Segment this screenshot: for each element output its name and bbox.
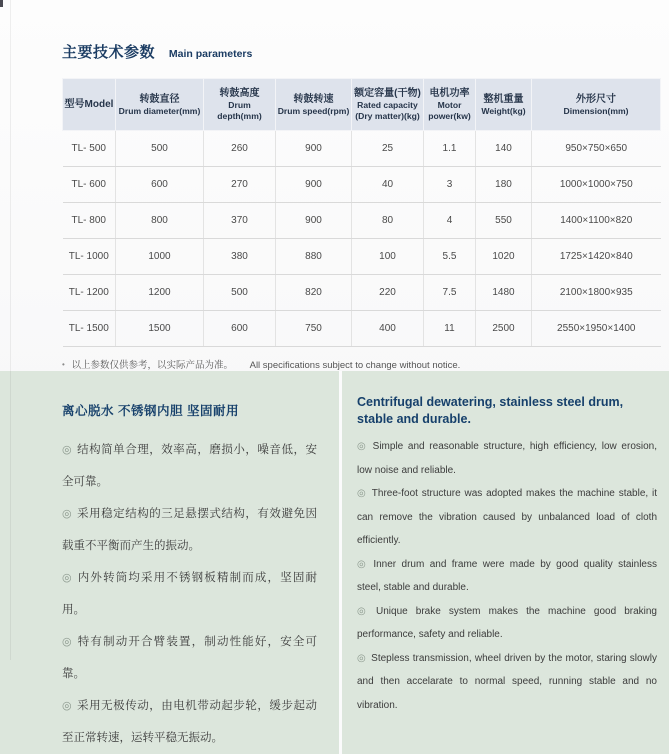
ring-bullet-icon: ◎ [62,636,73,648]
features-heading-zh: 离心脱水 不锈钢内胆 坚固耐用 [62,404,239,418]
col-header-label-en: Weight(kg) [481,105,526,116]
cell-dimension: 1400×1100×820 [532,203,661,239]
features-panel-en [342,371,669,754]
cell-dimension: 1000×1000×750 [532,167,661,203]
col-header-label-en: Drum depth(mm) [217,100,262,121]
cell-motor-power: 3 [424,167,476,203]
feature-item-text: Unique brake system makes the machine good braking performance, safety and reliable. [357,605,657,640]
col-header-label-en: Drum speed(rpm) [277,105,350,116]
feature-item [62,498,317,562]
ring-bullet-icon: ◎ [357,488,367,499]
cell-rated-capacity: 40 [352,167,424,203]
cell-model: TL- 800 [63,203,116,239]
bullet-dot-icon: • [62,360,65,369]
ring-bullet-icon: ◎ [357,652,367,664]
col-header-drum-depth [204,79,276,131]
feature-item-text: 结构简单合理，效率高，磨损小，噪音低，安全可靠。 [62,444,317,488]
cell-drum-speed: 880 [276,239,352,275]
col-header-label-zh: 转鼓直径 [139,93,180,105]
cell-drum-speed: 820 [276,275,352,311]
col-header-label: 型号Model [64,99,114,110]
cell-drum-diameter: 1200 [116,275,204,311]
feature-item-text: 采用无极传动，由电机带动起步轮，缓步起动至正常转速，运转平稳无振动。 [62,700,317,744]
cell-drum-depth: 600 [204,311,276,347]
ring-bullet-icon: ◎ [357,558,369,570]
cell-weight: 1020 [476,239,532,275]
cell-model: TL- 1500 [63,311,116,347]
col-header-label-zh: 转鼓转速 [293,93,334,105]
col-header-label-en: Drum diameter(mm) [118,105,201,116]
cell-rated-capacity: 400 [352,311,424,347]
col-header-rated-capacity [352,79,424,131]
cell-drum-depth: 270 [204,167,276,203]
cell-motor-power: 11 [424,311,476,347]
feature-item [357,647,657,718]
parameters-section [0,0,669,371]
col-header-label-zh: 电机功率 [429,88,470,99]
cell-model: TL- 1200 [63,275,116,311]
feature-item [357,482,657,553]
col-header-label-en: Motor [437,100,462,110]
cell-weight: 2500 [476,311,532,347]
table-header [63,79,661,131]
disclaimer-note [62,357,669,371]
features-panel-zh [0,371,339,754]
cell-dimension: 2100×1800×935 [532,275,661,311]
col-header-label-zh: 额定容量(干物) [354,88,421,99]
cell-motor-power: 4 [424,203,476,239]
col-header-weight [476,79,532,131]
cell-drum-diameter: 1000 [116,239,204,275]
ring-bullet-icon: ◎ [62,444,73,456]
cell-weight: 550 [476,203,532,239]
feature-item-text: Three-foot structure was adopted makes the machine stable, it can remove the vibration caused by unbalanced load of cloth efficiently. [357,488,657,546]
col-header-drum-speed [276,79,352,131]
col-header-label-zh: 转鼓高度 [219,88,260,99]
feature-item [357,600,657,647]
col-header-label-en2: power(kw) [428,111,471,121]
cell-rated-capacity: 25 [352,131,424,167]
cell-model: TL- 500 [63,131,116,167]
cell-drum-diameter: 800 [116,203,204,239]
disclaimer-en: All specifications subject to change without notice. [249,360,461,371]
cell-weight: 140 [476,131,532,167]
cell-drum-depth: 500 [204,275,276,311]
cell-drum-speed: 900 [276,131,352,167]
cell-weight: 180 [476,167,532,203]
ring-bullet-icon: ◎ [357,605,372,617]
disclaimer-zh: 以上参数仅供参考，以实际产品为准。 [71,360,233,371]
feature-item-text: 采用稳定结构的三足悬摆式结构，有效避免因载重不平衡而产生的振动。 [62,508,317,552]
page-title-zh: 主要技术参数 [62,44,156,61]
col-header-drum-diameter [116,79,204,131]
cell-dimension: 1725×1420×840 [532,239,661,275]
cell-motor-power: 1.1 [424,131,476,167]
ring-bullet-icon: ◎ [62,508,73,520]
table-row [63,311,661,347]
feature-item [62,434,317,498]
feature-item-text: Stepless transmission, wheel driven by the motor, staring slowly and then accelarate to normal speed, running stable and no vibration. [357,652,658,711]
cell-dimension: 2550×1950×1400 [532,311,661,347]
cell-rated-capacity: 80 [352,203,424,239]
cell-drum-depth: 370 [204,203,276,239]
col-header-dimension [532,79,661,131]
features-heading-en-line2: stable and durable. [357,412,471,426]
col-header-label-en: Dimension(mm) [563,105,629,116]
table-row [63,239,661,275]
cell-drum-depth: 380 [204,239,276,275]
cell-weight: 1480 [476,275,532,311]
table-row [63,203,661,239]
cell-motor-power: 5.5 [424,239,476,275]
features-heading-en-line1: Centrifugal dewatering, stainless steel drum, [357,395,624,409]
cell-drum-diameter: 500 [116,131,204,167]
cell-dimension: 950×750×650 [532,131,661,167]
cell-model: TL- 600 [63,167,116,203]
cell-rated-capacity: 100 [352,239,424,275]
cell-drum-diameter: 1500 [116,311,204,347]
feature-item-text: Simple and reasonable structure, high efficiency, low erosion, low noise and reliable. [357,441,657,476]
feature-item [62,626,317,690]
feature-item-text: 内外转筒均采用不锈钢板精制而成，坚固耐用。 [62,572,318,616]
feature-item [62,690,317,754]
table-header-row [63,79,661,131]
table-row [63,275,661,311]
table-row [63,131,661,167]
page-corner-mark [0,0,3,7]
ring-bullet-icon: ◎ [62,700,73,712]
cell-drum-diameter: 600 [116,167,204,203]
col-header-motor-power [424,79,476,131]
feature-item [357,553,657,600]
table-row [63,167,661,203]
col-header-model [63,79,116,131]
col-header-label-en: Rated capacity [357,100,418,110]
ring-bullet-icon: ◎ [357,441,368,452]
table-body [63,131,661,347]
cell-motor-power: 7.5 [424,275,476,311]
page-title [62,28,669,65]
page-edge-line [10,0,11,660]
cell-rated-capacity: 220 [352,275,424,311]
col-header-label-zh: 外形尺寸 [576,93,616,105]
feature-item-text: Inner drum and frame were made by good quality stainless steel, stable and durable. [357,558,657,593]
features-heading-en [357,394,657,428]
col-header-label-en2: (Dry matter)(kg) [355,111,420,121]
ring-bullet-icon: ◎ [62,572,73,584]
cell-drum-depth: 260 [204,131,276,167]
page-title-en: Main parameters [168,48,253,60]
feature-item [62,562,317,626]
cell-drum-speed: 900 [276,203,352,239]
cell-drum-speed: 750 [276,311,352,347]
cell-model: TL- 1000 [63,239,116,275]
col-header-label-zh: 整机重量 [483,93,524,105]
feature-item [357,435,657,482]
features-section [0,371,669,754]
cell-drum-speed: 900 [276,167,352,203]
feature-item-text: 特有制动开合臂装置，制动性能好，安全可靠。 [62,636,318,680]
parameters-table [62,78,661,347]
